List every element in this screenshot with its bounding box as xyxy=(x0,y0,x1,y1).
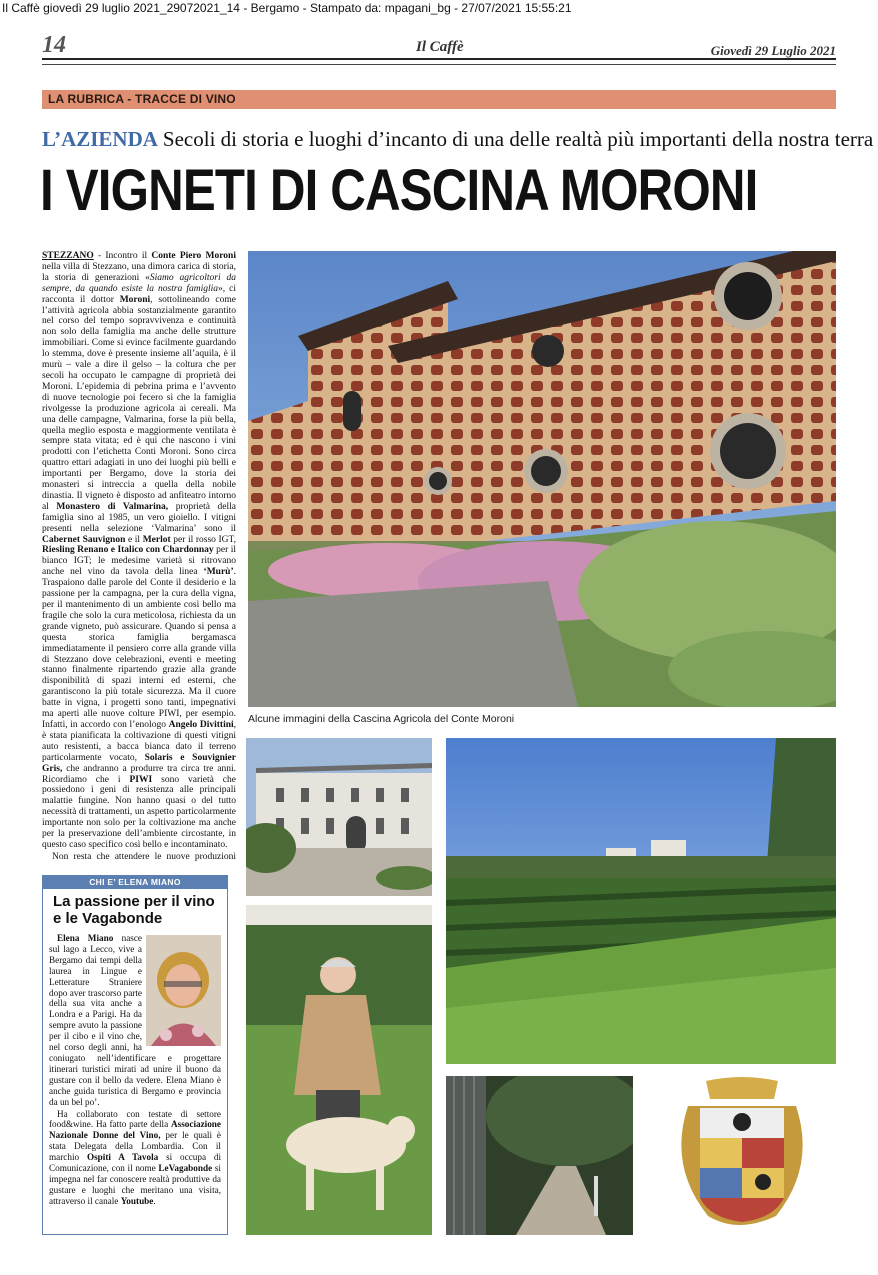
bold-text: Ospiti A Tavola xyxy=(86,1152,159,1163)
box-text: nasce sul lago a Lecco, vive a Bergamo dai tempi della laurea in Lingue e Letterature Straniere dopo aver trascorso parte della sua vita anche a Londra e a Parigi. Ha da sempre avuto la passione per il cibo e il vino che, nel corso degli anni, ha coniugato nell’identificare e progettare itinerari turistici mirati ad unire il buono da gustare con il bello da vedere. Elena Miano è anche guida turistica di Bergamo e provincia da un bel po’. xyxy=(49,933,221,1107)
article-text: e il xyxy=(125,534,143,545)
villa-courtyard-photo xyxy=(246,738,432,896)
garden-path-photo xyxy=(446,1076,633,1235)
article-text: nella villa di Stezzano, una dimora carica di storia, la storia di generazioni « xyxy=(42,261,236,283)
article-text: - Incontro il xyxy=(93,251,152,261)
headline: I VIGNETI DI CASCINA MORONI xyxy=(40,158,758,223)
quote-text: Siamo agricoltori da sempre, da quando esiste la nostra famiglia xyxy=(42,272,236,294)
bold-text: PIWI xyxy=(129,774,153,785)
article-paragraph: Non resta che attendere le nuove produzioni xyxy=(52,851,236,862)
vineyard-photo xyxy=(446,738,836,1064)
author-bio-box xyxy=(42,875,228,1235)
rubric-bar xyxy=(42,90,836,109)
dateline: STEZZANO xyxy=(42,251,94,261)
article-text: per il bianco IGT; le medesime varietà si ritrovano anche nel vino da tavola della linea xyxy=(42,545,236,578)
kicker-label: L’AZIENDA xyxy=(42,127,158,151)
bold-text: Merlot xyxy=(142,534,171,545)
article-text: sono varietà che possiedono i geni di resistenza alle principali malattie fungine. Non hanno quasi o del tutto necessità di trattamenti, un aspetto particolarmente importante non solo per la coltivazione ma anche per la preservazione dell’ambiente circostante, in questo caso specifico così bello e incontaminato. xyxy=(42,774,236,850)
article-body xyxy=(42,251,236,863)
villa-facade-photo xyxy=(248,251,836,707)
print-info-line: Il Caffè giovedì 29 luglio 2021_29072021_14 - Bergamo - Stampato da: mpagani_bg - 27/07/2021 15:55:21 xyxy=(2,1,572,15)
article-text: che andranno a produrre tra circa tre anni. Ricordiamo che i xyxy=(42,763,236,785)
publication-date: Giovedì 29 Luglio 2021 xyxy=(710,43,836,58)
kicker-text: Secoli di storia e luoghi d’incanto di una delle realtà più importanti della nostra terra xyxy=(162,127,874,151)
bold-text: Associazione Nazionale Donne del Vino, xyxy=(49,1119,221,1141)
bold-text: Monastero di Valmarina, xyxy=(56,501,169,512)
coat-of-arms-photo xyxy=(648,1076,836,1235)
bold-text: Youtube xyxy=(120,1195,154,1206)
article-text: , sottolineando come l’attività agricola abbia sostanzialmente garantito nel corso del tempo sopravvivenza e continuità non solo della famiglia ma anche delle strutture immobiliari. Come si evince facilmente guardando lo stemma, dove è presente insieme all’aquila, è il murù – vale a dire il gelso – la coltura che per secoli ha occupato le campagne di proprietà dei Moroni. L’epidemia di pebrina prima e l’avvento di nuove tecnologie poi fecero sì che la famiglia rivolgesse la produzione agricola ai cereali. Ma una delle campagne, Valmarina, forse la più bella, quella meglio esposta e maggiormente ventilata è sempre stata vitata; ed è qui che nascono i vini prodotti con l’etichetta Conti Moroni. Sono circa quattro ettari adagiati in uno dei luoghi più belli e importanti per Bergamo, dove la storia dei monasteri si intreccia a quella della nobile dinastia. Il vigneto è disposto ad anfiteatro intorno al xyxy=(42,294,236,512)
box-text: per le quali è stata Delegata della Lombardia. Con il marchio xyxy=(49,1130,221,1163)
article-text: . Traspaiono dalle parole del Conte il desiderio e la passione per la campagna, per la cura della vigna, per il mantenimento di un ambiente così bello ma fragile che solo la cura meticolosa, richiesta da un grande vigneto, può assicurare. Quando si pensa a questa storica famiglia bergamasca immediatamente il pensiero corre alla grande villa di Stezzano dove celebrazioni, eventi e meeting stanno finalmente ripartendo grazie alla grande disponibilità di spazi interni ed esterni, che garantiscono la più totale sicurezza. Ma il cuore batte in vigna, i progetti sono tanti, impegnativi ma aperti alle nuove colture PIWI, per esempio. Infatti, in accordo con l’enologo xyxy=(42,567,236,730)
bold-text: Elena Miano xyxy=(57,933,114,943)
page-header xyxy=(42,34,836,60)
box-title: La passione per il vino e le Vagabonde xyxy=(53,893,215,927)
article-text: proprietà della famiglia sino al 1985, un vero gioiello. I vitigni presenti nella selezione ‘Valmarina’ sono il xyxy=(42,501,236,534)
box-text: si occupa di Comunicazione, con il nome xyxy=(49,1152,222,1174)
bold-text: LeVagabonde xyxy=(158,1163,213,1174)
box-paragraph xyxy=(49,933,221,1108)
box-text: Ha collaborato con testate di settore food&wine. Ha fatto parte della xyxy=(49,1108,221,1130)
article-text: , è stata pianificata la coltivazione di questi vitigni auto resistenti, a bacca bianca dato il terreno particolarmente vocato, xyxy=(42,719,236,763)
bold-text: Moroni xyxy=(119,294,151,305)
box-body xyxy=(49,933,221,1207)
bold-text: Angelo Divittini xyxy=(168,719,234,730)
article-paragraph xyxy=(42,251,236,851)
header-divider xyxy=(42,64,836,65)
article-text: », ci racconta il dottor xyxy=(42,283,236,305)
bold-text: Conte Piero Moroni xyxy=(151,251,236,261)
conte-moroni-dog-photo xyxy=(246,905,432,1235)
bold-text: Cabernet Sauvignon xyxy=(42,534,126,545)
page-number: 14 xyxy=(42,32,66,58)
article-text: per il rosso IGT, xyxy=(170,534,236,545)
box-label: CHI E’ ELENA MIANO xyxy=(43,876,227,889)
box-text: . xyxy=(153,1195,156,1206)
box-paragraph xyxy=(49,1109,221,1207)
elena-miano-portrait xyxy=(146,935,221,1046)
box-text: si impegna nel far conoscere realtà produttive da gustare e luoghi che meritano una visita, attraverso il canale xyxy=(49,1163,221,1206)
bold-text: Riesling Renano e Italico con Chardonnay xyxy=(42,545,214,556)
photo-caption: Alcune immagini della Cascina Agricola del Conte Moroni xyxy=(248,713,515,725)
kicker xyxy=(42,127,874,152)
bold-text: Solaris e Souvignier Gris, xyxy=(42,752,236,774)
rubric-label: LA RUBRICA - TRACCE DI VINO xyxy=(48,92,236,106)
bold-text: ‘Murù’ xyxy=(203,567,234,578)
masthead: Il Caffè xyxy=(416,39,464,55)
